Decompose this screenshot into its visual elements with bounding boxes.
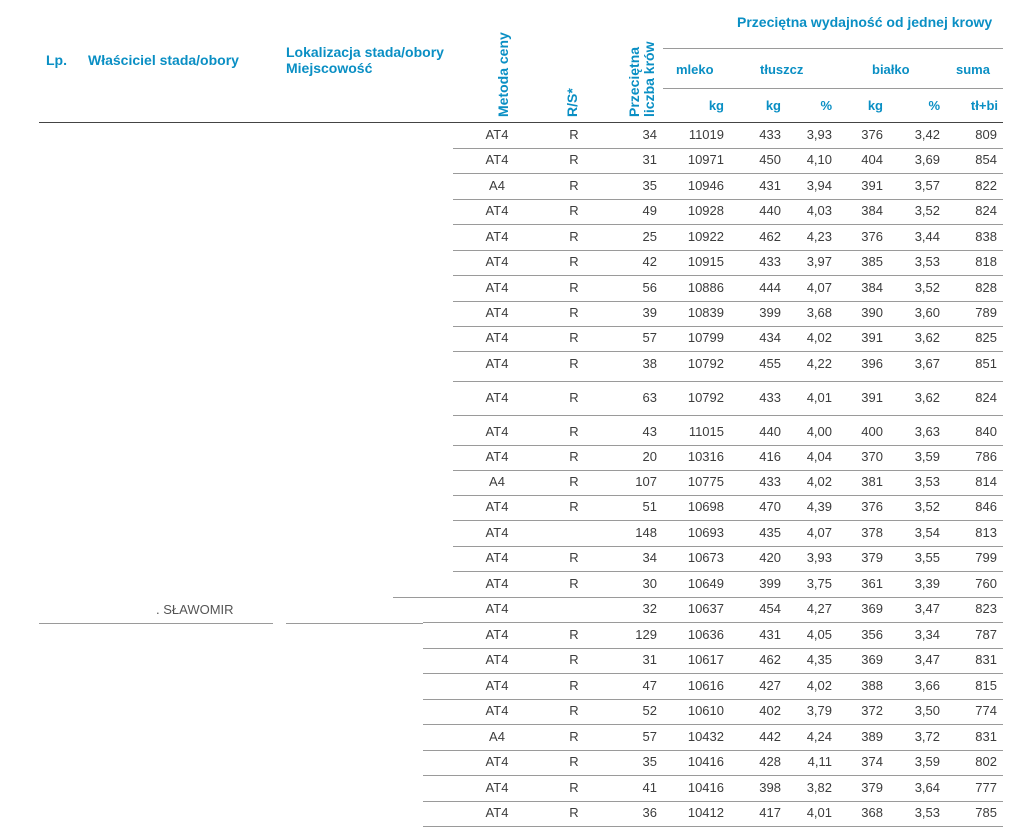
cell-cows: 43 (642, 424, 657, 439)
cell-method: AT4 (485, 390, 509, 405)
cell-protein-kg: 381 (861, 474, 883, 489)
cell-fat-kg: 462 (759, 229, 781, 244)
cell-protein-pct: 3,57 (914, 178, 940, 193)
cell-protein-pct: 3,53 (914, 254, 940, 269)
cell-rs: R (569, 449, 579, 464)
cell-fat-kg: 427 (759, 678, 781, 693)
cell-fat-pct: 4,07 (806, 525, 832, 540)
cell-protein-pct: 3,47 (914, 601, 940, 616)
cell-fat-kg: 435 (759, 525, 781, 540)
cell-fat-pct: 4,23 (806, 229, 832, 244)
cell-sum: 760 (975, 576, 997, 591)
cell-protein-pct: 3,50 (914, 703, 940, 718)
header-location-line1: Lokalizacja stada/obory (286, 44, 444, 60)
cell-cows: 129 (635, 627, 657, 642)
cell-protein-kg: 384 (861, 203, 883, 218)
row-divider (453, 546, 1003, 547)
cell-fat-kg: 428 (759, 754, 781, 769)
cell-milk-kg: 10775 (687, 474, 724, 489)
cell-protein-kg: 374 (861, 754, 883, 769)
row-divider (453, 275, 1003, 276)
row-divider (423, 724, 1003, 725)
header-rs: R/S* (564, 88, 580, 117)
cell-method: AT4 (485, 229, 509, 244)
row-divider (423, 622, 1003, 623)
cell-fat-kg: 399 (759, 305, 781, 320)
cell-fat-pct: 4,02 (806, 474, 832, 489)
cell-fat-pct: 4,05 (806, 627, 832, 642)
cell-milk-kg: 10698 (687, 499, 724, 514)
header-cows: Przeciętna liczba krów (626, 41, 657, 117)
cell-rs: R (569, 754, 579, 769)
cell-rs: R (569, 703, 579, 718)
cell-protein-kg: 361 (861, 576, 883, 591)
cell-fat-pct: 4,22 (806, 356, 832, 371)
cell-sum: 825 (975, 330, 997, 345)
cell-fat-kg: 420 (759, 550, 781, 565)
cell-fat-kg: 402 (759, 703, 781, 718)
cell-sum: 787 (975, 627, 997, 642)
cell-fat-kg: 398 (759, 780, 781, 795)
cell-fat-pct: 3,93 (806, 550, 832, 565)
cell-fat-kg: 399 (759, 576, 781, 591)
cell-method: AT4 (485, 525, 509, 540)
cell-sum: 815 (975, 678, 997, 693)
cell-rs: R (569, 254, 579, 269)
cell-protein-pct: 3,63 (914, 424, 940, 439)
cell-milk-kg: 11015 (688, 424, 724, 439)
cell-fat-kg: 470 (759, 499, 781, 514)
cell-fat-pct: 4,24 (806, 729, 832, 744)
cell-protein-kg: 391 (861, 178, 883, 193)
cell-milk-kg: 11019 (688, 127, 724, 142)
cell-fat-pct: 4,11 (807, 754, 832, 769)
cell-milk-kg: 10946 (687, 178, 724, 193)
header-fat-pct-unit: % (820, 98, 832, 113)
cell-sum: 799 (975, 550, 997, 565)
cell-cows: 36 (642, 805, 657, 820)
cell-method: AT4 (485, 424, 509, 439)
cell-fat-kg: 431 (759, 178, 781, 193)
cell-fat-kg: 440 (759, 203, 781, 218)
header-protein-kg-unit: kg (867, 98, 883, 113)
cell-fat-pct: 4,10 (806, 152, 832, 167)
cell-milk-kg: 10432 (687, 729, 724, 744)
row-divider (423, 699, 1003, 700)
cell-cows: 35 (642, 754, 657, 769)
cell-protein-kg: 400 (861, 424, 883, 439)
header-protein: białko (872, 62, 910, 77)
cell-milk-kg: 10649 (687, 576, 724, 591)
row-divider (453, 571, 1003, 572)
cell-method: AT4 (485, 678, 509, 693)
cell-method: AT4 (485, 152, 509, 167)
header-sum: suma (956, 62, 990, 77)
row-divider (423, 775, 1003, 776)
row-divider (423, 673, 1003, 674)
cell-milk-kg: 10610 (687, 703, 724, 718)
cell-protein-kg: 376 (861, 229, 883, 244)
cell-cows: 41 (642, 780, 657, 795)
cell-rs: R (569, 305, 579, 320)
cell-protein-kg: 391 (861, 390, 883, 405)
row-divider (453, 415, 1003, 416)
cell-fat-pct: 4,01 (806, 390, 832, 405)
cell-cows: 32 (642, 601, 657, 616)
location-rule-upper (393, 597, 453, 598)
cell-protein-pct: 3,52 (914, 499, 940, 514)
cell-rs: R (569, 729, 579, 744)
cell-fat-kg: 444 (759, 280, 781, 295)
cell-rs: R (569, 203, 579, 218)
cell-protein-kg: 388 (861, 678, 883, 693)
cell-sum: 774 (975, 703, 997, 718)
cell-rs: R (569, 499, 579, 514)
cell-sum: 785 (975, 805, 997, 820)
cell-method: AT4 (485, 449, 509, 464)
cell-fat-kg: 455 (759, 356, 781, 371)
cell-sum: 814 (975, 474, 997, 489)
cell-rs: R (569, 550, 579, 565)
row-divider (423, 750, 1003, 751)
cell-cows: 56 (642, 280, 657, 295)
row-divider (453, 250, 1003, 251)
cell-sum: 789 (975, 305, 997, 320)
cell-rs: R (569, 678, 579, 693)
cell-protein-pct: 3,66 (914, 678, 940, 693)
row-divider (453, 173, 1003, 174)
cell-protein-pct: 3,72 (914, 729, 940, 744)
cell-milk-kg: 10799 (687, 330, 724, 345)
row-divider (453, 470, 1003, 471)
cell-protein-pct: 3,55 (914, 550, 940, 565)
cell-cows: 42 (642, 254, 657, 269)
header-method: Metoda ceny (495, 32, 511, 117)
cell-sum: 824 (975, 203, 997, 218)
cell-method: AT4 (485, 627, 509, 642)
cell-protein-pct: 3,52 (914, 280, 940, 295)
cell-sum: 854 (975, 152, 997, 167)
header-fat-kg-unit: kg (765, 98, 781, 113)
cell-fat-pct: 4,35 (806, 652, 832, 667)
cell-protein-kg: 379 (861, 550, 883, 565)
cell-sum: 838 (975, 229, 997, 244)
header-group: Przeciętna wydajność od jednej krowy (737, 14, 993, 30)
cell-rs: R (569, 390, 579, 405)
cell-protein-kg: 379 (861, 780, 883, 795)
cell-protein-kg: 376 (861, 127, 883, 142)
row-divider (423, 801, 1003, 802)
row-divider (453, 495, 1003, 496)
cell-milk-kg: 10922 (687, 229, 724, 244)
cell-rs: R (569, 576, 579, 591)
cell-milk-kg: 10416 (687, 754, 724, 769)
header-fat: tłuszcz (760, 62, 804, 77)
cell-method: AT4 (485, 780, 509, 795)
cell-milk-kg: 10416 (687, 780, 724, 795)
header-bottom-rule (39, 122, 1003, 123)
cell-method: AT4 (485, 254, 509, 269)
cell-method: A4 (489, 474, 505, 489)
cell-fat-pct: 4,01 (806, 805, 832, 820)
cell-protein-kg: 376 (861, 499, 883, 514)
cell-protein-kg: 391 (861, 330, 883, 345)
cell-protein-pct: 3,62 (914, 330, 940, 345)
cell-fat-kg: 433 (759, 390, 781, 405)
cell-protein-pct: 3,34 (914, 627, 940, 642)
cell-protein-pct: 3,47 (914, 652, 940, 667)
cell-method: AT4 (485, 652, 509, 667)
cell-cows: 38 (642, 356, 657, 371)
cell-rs: R (569, 280, 579, 295)
cell-method: AT4 (485, 127, 509, 142)
cell-protein-pct: 3,59 (914, 449, 940, 464)
cell-protein-pct: 3,39 (914, 576, 940, 591)
cell-cows: 52 (642, 703, 657, 718)
cell-milk-kg: 10617 (687, 652, 724, 667)
cell-sum: 786 (975, 449, 997, 464)
cell-protein-pct: 3,53 (914, 805, 940, 820)
cell-protein-pct: 3,44 (914, 229, 940, 244)
cell-fat-pct: 4,00 (806, 424, 832, 439)
cell-protein-pct: 3,42 (914, 127, 940, 142)
cell-protein-pct: 3,52 (914, 203, 940, 218)
cell-milk-kg: 10636 (687, 627, 724, 642)
header-protein-pct-unit: % (928, 98, 940, 113)
row-divider (453, 301, 1003, 302)
cell-method: AT4 (485, 330, 509, 345)
cell-cows: 39 (642, 305, 657, 320)
cell-fat-kg: 433 (759, 254, 781, 269)
cell-cows: 63 (642, 390, 657, 405)
header-sum-unit: tł+bi (970, 98, 998, 113)
cell-fat-pct: 3,82 (806, 780, 832, 795)
row-divider (453, 148, 1003, 149)
cell-cows: 49 (642, 203, 657, 218)
cell-protein-kg: 384 (861, 280, 883, 295)
cell-cows: 51 (642, 499, 657, 514)
cell-cows: 30 (642, 576, 657, 591)
cell-method: AT4 (485, 754, 509, 769)
cell-milk-kg: 10673 (687, 550, 724, 565)
row-divider (453, 445, 1003, 446)
cell-rs: R (569, 424, 579, 439)
cell-cows: 47 (642, 678, 657, 693)
header-lp: Lp. (46, 52, 67, 68)
header-owner: Właściciel stada/obory (88, 52, 239, 68)
cell-milk-kg: 10637 (687, 601, 724, 616)
cell-cows: 31 (642, 652, 657, 667)
cell-protein-kg: 378 (861, 525, 883, 540)
cell-milk-kg: 10971 (687, 152, 724, 167)
cell-rs: R (569, 474, 579, 489)
cell-sum: 831 (975, 652, 997, 667)
cell-sum: 851 (975, 356, 997, 371)
cell-protein-kg: 404 (861, 152, 883, 167)
cell-fat-kg: 433 (759, 127, 781, 142)
cell-rs: R (569, 330, 579, 345)
cell-cows: 35 (642, 178, 657, 193)
row-divider (453, 326, 1003, 327)
cell-rs: R (569, 652, 579, 667)
cell-fat-kg: 416 (759, 449, 781, 464)
cell-protein-pct: 3,54 (914, 525, 940, 540)
cell-sum: 828 (975, 280, 997, 295)
cell-fat-pct: 4,04 (806, 449, 832, 464)
cell-method: AT4 (485, 601, 509, 616)
cell-fat-pct: 3,97 (806, 254, 832, 269)
header-sub-rule (663, 88, 1003, 89)
cell-fat-kg: 454 (759, 601, 781, 616)
row-divider (453, 520, 1003, 521)
cell-protein-pct: 3,64 (914, 780, 940, 795)
cell-sum: 846 (975, 499, 997, 514)
cell-fat-kg: 433 (759, 474, 781, 489)
cell-protein-kg: 369 (861, 601, 883, 616)
cell-rs: R (569, 356, 579, 371)
cell-method: A4 (489, 178, 505, 193)
cell-protein-kg: 372 (861, 703, 883, 718)
cell-protein-kg: 370 (861, 449, 883, 464)
cell-fat-pct: 3,94 (806, 178, 832, 193)
cell-protein-kg: 389 (861, 729, 883, 744)
cell-cows: 31 (642, 152, 657, 167)
cell-method: A4 (489, 729, 505, 744)
cell-fat-kg: 431 (759, 627, 781, 642)
cell-sum: 823 (975, 601, 997, 616)
cell-cows: 57 (642, 330, 657, 345)
row-divider (453, 224, 1003, 225)
cell-fat-kg: 417 (759, 805, 781, 820)
cell-method: AT4 (485, 203, 509, 218)
cell-fat-kg: 442 (759, 729, 781, 744)
header-milk: mleko (676, 62, 714, 77)
location-rule (286, 623, 423, 624)
cell-method: AT4 (485, 703, 509, 718)
cell-sum: 824 (975, 390, 997, 405)
cell-fat-pct: 4,39 (806, 499, 832, 514)
row-divider (423, 826, 1003, 827)
cell-fat-pct: 3,93 (806, 127, 832, 142)
cell-rs: R (569, 178, 579, 193)
cell-fat-pct: 4,02 (806, 330, 832, 345)
cell-cows: 20 (642, 449, 657, 464)
row-divider (423, 648, 1003, 649)
cell-protein-pct: 3,62 (914, 390, 940, 405)
cell-milk-kg: 10839 (687, 305, 724, 320)
header-milk-unit: kg (708, 98, 724, 113)
cell-protein-pct: 3,59 (914, 754, 940, 769)
header-group-rule (663, 48, 1003, 49)
cell-milk-kg: 10792 (687, 390, 724, 405)
cell-fat-kg: 434 (759, 330, 781, 345)
cell-method: AT4 (485, 805, 509, 820)
cell-method: AT4 (485, 305, 509, 320)
cell-fat-pct: 3,79 (806, 703, 832, 718)
row-divider (453, 351, 1003, 352)
cell-fat-pct: 3,68 (806, 305, 832, 320)
row-divider (453, 381, 1003, 382)
cell-milk-kg: 10886 (687, 280, 724, 295)
cell-cows: 34 (642, 550, 657, 565)
cell-rs: R (569, 229, 579, 244)
partial-owner-text: . SŁAWOMIR (156, 602, 234, 617)
cell-milk-kg: 10316 (687, 449, 724, 464)
cell-sum: 813 (975, 525, 997, 540)
cell-cows: 148 (635, 525, 657, 540)
row-divider (453, 199, 1003, 200)
cell-sum: 777 (975, 780, 997, 795)
cell-fat-pct: 4,03 (806, 203, 832, 218)
cell-sum: 809 (975, 127, 997, 142)
cell-milk-kg: 10928 (687, 203, 724, 218)
cell-fat-pct: 4,07 (806, 280, 832, 295)
cell-fat-kg: 450 (759, 152, 781, 167)
cell-fat-pct: 3,75 (806, 576, 832, 591)
cell-sum: 831 (975, 729, 997, 744)
cell-sum: 840 (975, 424, 997, 439)
cell-cows: 57 (642, 729, 657, 744)
cell-method: AT4 (485, 550, 509, 565)
cell-milk-kg: 10792 (687, 356, 724, 371)
cell-sum: 802 (975, 754, 997, 769)
cell-protein-pct: 3,67 (914, 356, 940, 371)
cell-rs: R (569, 805, 579, 820)
cell-milk-kg: 10915 (687, 254, 724, 269)
header-location-line2: Miejscowość (286, 60, 373, 76)
cell-cows: 34 (642, 127, 657, 142)
cell-milk-kg: 10693 (687, 525, 724, 540)
cell-protein-pct: 3,53 (914, 474, 940, 489)
cell-fat-pct: 4,02 (806, 678, 832, 693)
cell-milk-kg: 10616 (687, 678, 724, 693)
cell-rs: R (569, 127, 579, 142)
cell-protein-kg: 396 (861, 356, 883, 371)
cell-cows: 25 (642, 229, 657, 244)
cell-fat-kg: 462 (759, 652, 781, 667)
cell-rs: R (569, 780, 579, 795)
cell-protein-kg: 369 (861, 652, 883, 667)
cell-cows: 107 (635, 474, 657, 489)
cell-protein-kg: 356 (861, 627, 883, 642)
cell-rs: R (569, 152, 579, 167)
cell-rs: R (569, 627, 579, 642)
cell-fat-kg: 440 (759, 424, 781, 439)
cell-protein-pct: 3,60 (914, 305, 940, 320)
row-divider (453, 597, 1003, 598)
owner-rule (39, 623, 273, 624)
cell-method: AT4 (485, 280, 509, 295)
cell-sum: 822 (975, 178, 997, 193)
cell-method: AT4 (485, 499, 509, 514)
cell-protein-kg: 368 (861, 805, 883, 820)
cell-fat-pct: 4,27 (806, 601, 832, 616)
cell-protein-kg: 385 (861, 254, 883, 269)
cell-milk-kg: 10412 (687, 805, 724, 820)
cell-method: AT4 (485, 356, 509, 371)
cell-sum: 818 (975, 254, 997, 269)
cell-protein-kg: 390 (861, 305, 883, 320)
cell-protein-pct: 3,69 (914, 152, 940, 167)
cell-method: AT4 (485, 576, 509, 591)
